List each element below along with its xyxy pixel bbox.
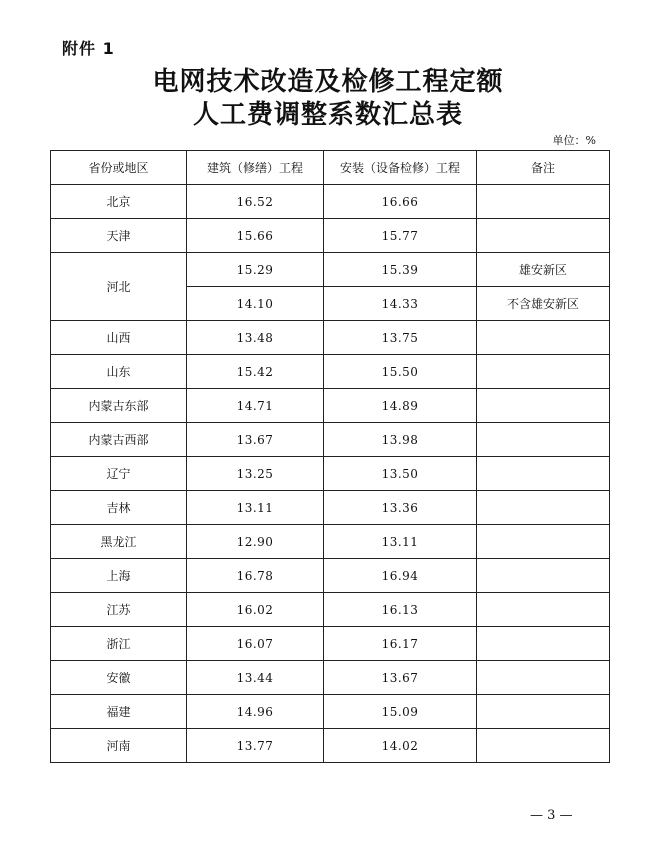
- install-value: 14.02: [324, 729, 477, 763]
- note-cell: [477, 593, 610, 627]
- table-row: [51, 219, 610, 253]
- install-value: 15.77: [324, 219, 477, 253]
- install-value: 15.50: [324, 355, 477, 389]
- region-cell: 上海: [51, 559, 187, 593]
- build-value: 16.78: [187, 559, 324, 593]
- build-value: 13.25: [187, 457, 324, 491]
- table-row: [51, 253, 610, 287]
- table-row: [51, 355, 610, 389]
- note-cell: 雄安新区: [477, 253, 610, 287]
- table-row: [51, 661, 610, 695]
- note-cell: [477, 423, 610, 457]
- install-value: 13.67: [324, 661, 477, 695]
- table-row: [51, 321, 610, 355]
- region-cell: 黑龙江: [51, 525, 187, 559]
- install-value: 16.66: [324, 185, 477, 219]
- note-cell: [477, 321, 610, 355]
- note-cell: [477, 185, 610, 219]
- note-cell: [477, 559, 610, 593]
- table-row: [51, 185, 610, 219]
- install-value: 15.39: [324, 253, 477, 287]
- install-value: 16.94: [324, 559, 477, 593]
- column-header-build: 建筑（修缮）工程: [187, 151, 324, 185]
- document-title-line2: 人工费调整系数汇总表: [192, 100, 463, 130]
- region-cell: 辽宁: [51, 457, 187, 491]
- install-value: 13.36: [324, 491, 477, 525]
- region-cell: 河北: [51, 253, 187, 321]
- note-cell: [477, 355, 610, 389]
- coefficient-table: [50, 150, 610, 763]
- region-cell: 江苏: [51, 593, 187, 627]
- unit-label: 单位：%: [552, 134, 596, 147]
- table-row: [51, 593, 610, 627]
- table-row: [51, 695, 610, 729]
- note-cell: [477, 389, 610, 423]
- page-number: — 3 —: [530, 808, 573, 823]
- note-cell: [477, 661, 610, 695]
- install-value: 13.11: [324, 525, 477, 559]
- column-header-install: 安装（设备检修）工程: [324, 151, 477, 185]
- build-value: 16.52: [187, 185, 324, 219]
- build-value: 12.90: [187, 525, 324, 559]
- region-cell: 福建: [51, 695, 187, 729]
- region-cell: 内蒙古西部: [51, 423, 187, 457]
- build-value: 15.66: [187, 219, 324, 253]
- table-row: [51, 491, 610, 525]
- build-value: 14.96: [187, 695, 324, 729]
- region-cell: 浙江: [51, 627, 187, 661]
- region-cell: 河南: [51, 729, 187, 763]
- build-value: 13.48: [187, 321, 324, 355]
- install-value: 15.09: [324, 695, 477, 729]
- table-row: [51, 457, 610, 491]
- table-row: [51, 729, 610, 763]
- table-row: [51, 525, 610, 559]
- note-cell: [477, 695, 610, 729]
- install-value: 16.17: [324, 627, 477, 661]
- build-value: 14.71: [187, 389, 324, 423]
- note-cell: [477, 219, 610, 253]
- column-header-region: 省份或地区: [51, 151, 187, 185]
- note-cell: [477, 491, 610, 525]
- install-value: 14.33: [324, 287, 477, 321]
- note-cell: [477, 457, 610, 491]
- build-value: 16.07: [187, 627, 324, 661]
- document-title-line1: 电网技术改造及检修工程定额: [152, 67, 504, 97]
- note-cell: [477, 627, 610, 661]
- region-cell: 天津: [51, 219, 187, 253]
- build-value: 13.67: [187, 423, 324, 457]
- table-row: [51, 627, 610, 661]
- install-value: 14.89: [324, 389, 477, 423]
- note-cell: [477, 729, 610, 763]
- build-value: 15.29: [187, 253, 324, 287]
- region-cell: 山西: [51, 321, 187, 355]
- table-row: [51, 559, 610, 593]
- table-header-row: [51, 151, 610, 185]
- build-value: 13.77: [187, 729, 324, 763]
- build-value: 15.42: [187, 355, 324, 389]
- attachment-label: 附件 1: [62, 39, 115, 58]
- build-value: 16.02: [187, 593, 324, 627]
- region-cell: 安徽: [51, 661, 187, 695]
- install-value: 13.50: [324, 457, 477, 491]
- build-value: 13.11: [187, 491, 324, 525]
- column-header-note: 备注: [477, 151, 610, 185]
- table-row: [51, 423, 610, 457]
- build-value: 14.10: [187, 287, 324, 321]
- region-cell: 吉林: [51, 491, 187, 525]
- table-row: [51, 389, 610, 423]
- note-cell: [477, 525, 610, 559]
- install-value: 13.75: [324, 321, 477, 355]
- region-cell: 内蒙古东部: [51, 389, 187, 423]
- region-cell: 山东: [51, 355, 187, 389]
- region-cell: 北京: [51, 185, 187, 219]
- note-cell: 不含雄安新区: [477, 287, 610, 321]
- build-value: 13.44: [187, 661, 324, 695]
- install-value: 13.98: [324, 423, 477, 457]
- install-value: 16.13: [324, 593, 477, 627]
